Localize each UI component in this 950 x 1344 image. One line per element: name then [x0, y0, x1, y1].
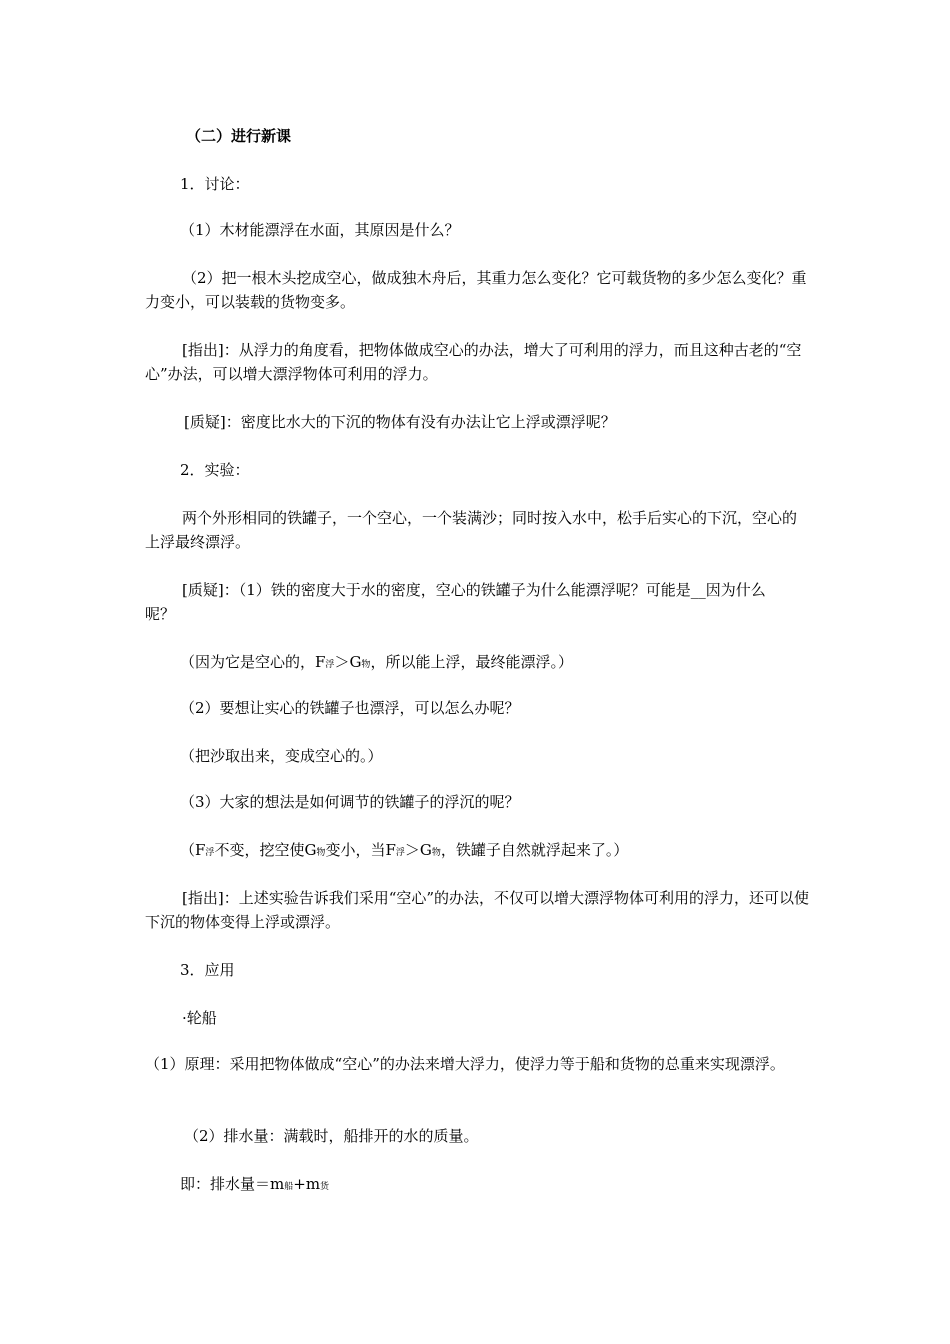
discussion-question-1: （1）木材能漂浮在水面，其原因是什么？ — [180, 221, 460, 239]
section-heading: （二）进行新课 — [186, 127, 292, 145]
experiment-title: 2．实验： — [180, 461, 250, 479]
answer-3: （F浮不变，挖空使G物变小，当F浮＞G物，铁罐子自然就浮起来了。） — [180, 841, 629, 859]
ship-heading: ·轮船 — [182, 1009, 217, 1027]
discussion-doubt: [质疑]：密度比水大的下沉的物体有没有办法让它上浮或漂浮呢？ — [184, 413, 616, 431]
discussion-question-2: （2）把一根木头挖成空心，做成独木舟后，其重力怎么变化？它可载货物的多少怎么变化？重力变小，可以装载的货物变多。 — [145, 269, 807, 311]
application-title: 3．应用 — [180, 961, 235, 979]
answer-1: （因为它是空心的，F浮＞G物，所以能上浮，最终能漂浮。） — [180, 653, 573, 671]
experiment-point: [指出]：上述实验告诉我们采用“空心”的办法，不仅可以增大漂浮物体可利用的浮力，还可以使下沉的物体变得上浮或漂浮。 — [145, 889, 810, 931]
answer-2: （把沙取出来，变成空心的。） — [180, 747, 383, 765]
displacement-paragraph: （2）排水量：满载时，船排开的水的质量。 — [184, 1127, 479, 1145]
experiment-doubt: [质疑]：（1）铁的密度大于水的密度，空心的铁罐子为什么能漂浮呢？可能是__因为什么呢？ — [145, 581, 766, 623]
question-2: （2）要想让实心的铁罐子也漂浮，可以怎么办呢？ — [180, 699, 520, 717]
displacement-formula: 即：排水量＝m船+m货 — [180, 1175, 330, 1193]
experiment-description: 两个外形相同的铁罐子，一个空心，一个装满沙；同时按入水中，松手后实心的下沉，空心的上浮最终漂浮。 — [145, 509, 798, 551]
question-3: （3）大家的想法是如何调节的铁罐子的浮沉的呢？ — [180, 793, 520, 811]
discussion-title: 1．讨论： — [180, 175, 250, 193]
principle-paragraph: （1）原理：采用把物体做成“空心”的办法来增大浮力，使浮力等于船和货物的总重来实现漂浮。 — [145, 1055, 785, 1073]
discussion-point: [指出]：从浮力的角度看，把物体做成空心的办法，增大了可利用的浮力，而且这种古老的“空心”办法，可以增大漂浮物体可利用的浮力。 — [145, 341, 802, 383]
